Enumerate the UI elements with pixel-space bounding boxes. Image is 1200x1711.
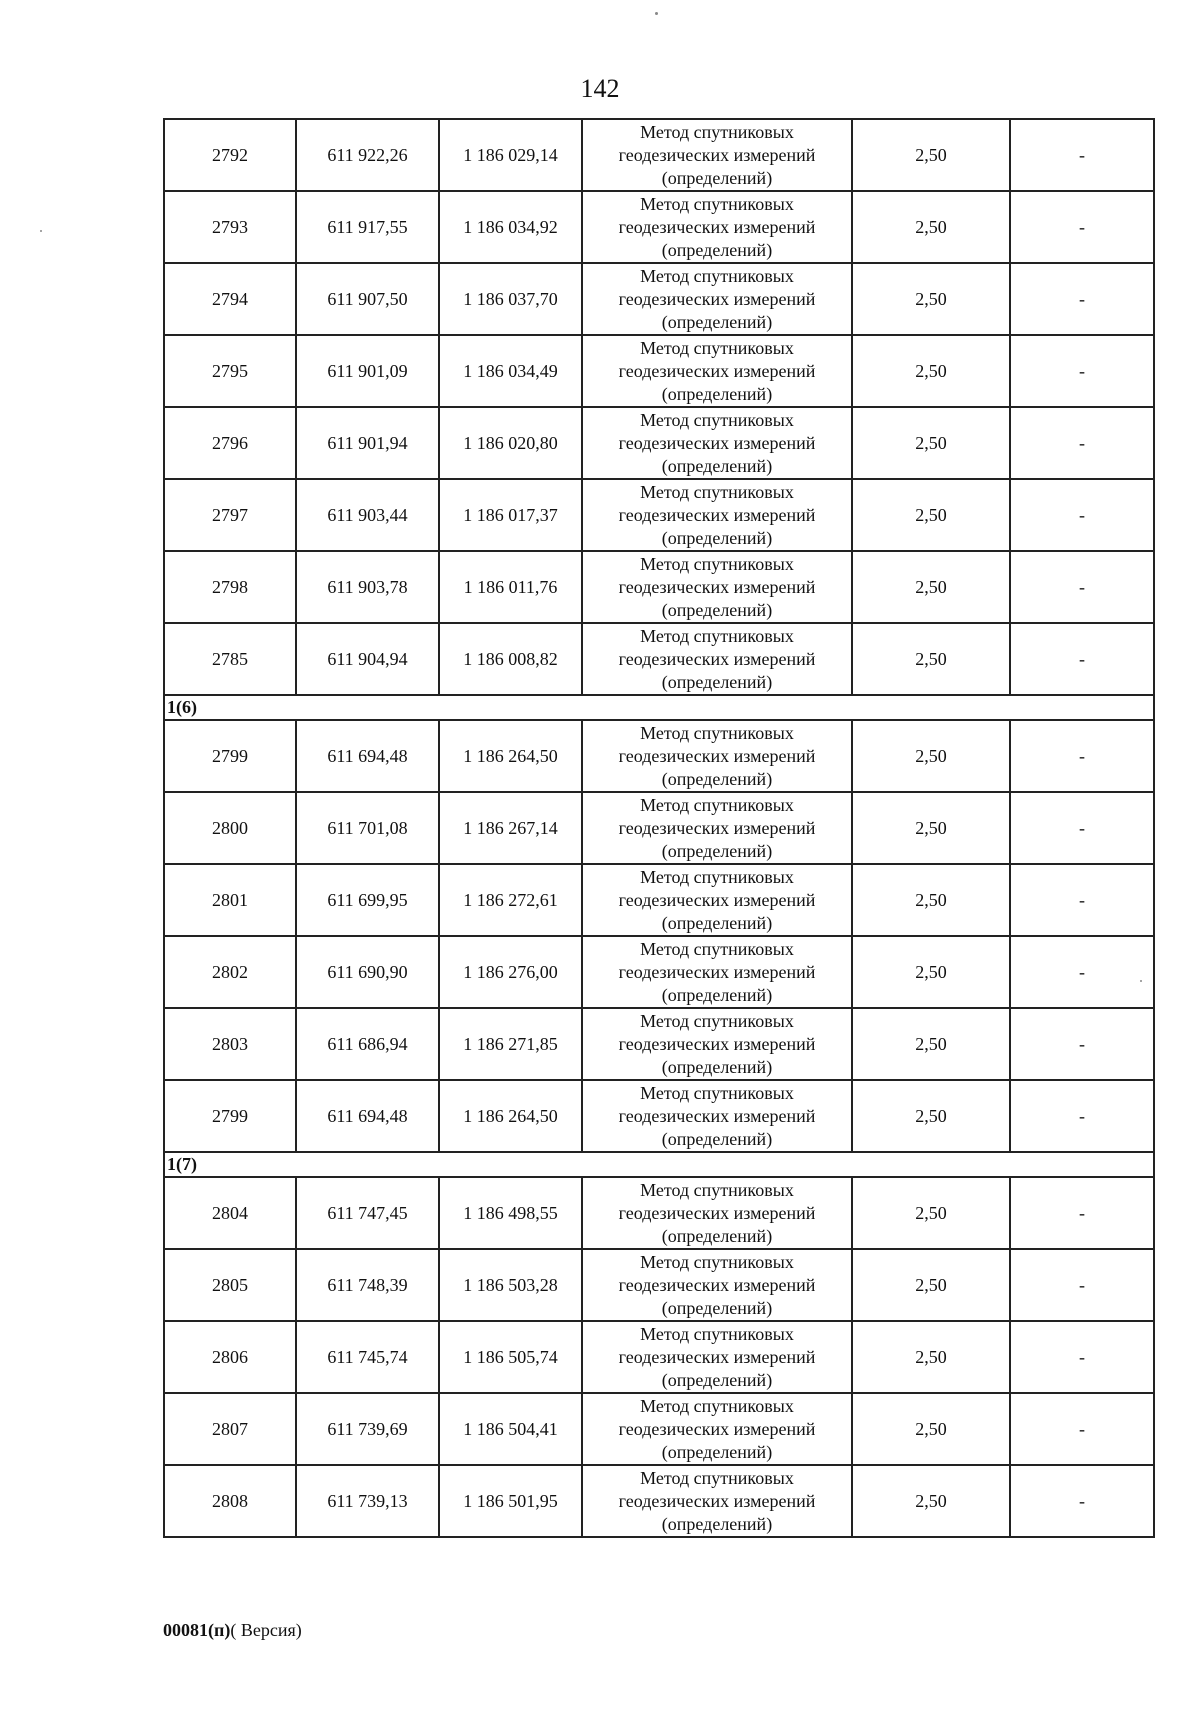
point-id-cell: 2804	[164, 1177, 296, 1249]
accuracy-cell: 2,50	[852, 191, 1010, 263]
method-line: геодезических измерений	[618, 432, 816, 453]
point-id-cell: 2801	[164, 864, 296, 936]
note-cell: -	[1010, 792, 1154, 864]
y-coordinate-cell: 1 186 271,85	[439, 1008, 582, 1080]
table-row	[164, 1249, 1154, 1321]
method-line: геодезических измерений	[618, 576, 816, 597]
x-coordinate-cell: 611 701,08	[296, 792, 439, 864]
table-row	[164, 936, 1154, 1008]
method-line: Метод спутниковых	[640, 1323, 794, 1344]
method-line: (определений)	[661, 167, 773, 188]
method-line: (определений)	[661, 1056, 773, 1077]
method-line: геодезических измерений	[618, 648, 816, 669]
accuracy-cell: 2,50	[852, 623, 1010, 695]
point-id-cell: 2792	[164, 119, 296, 191]
table-row	[164, 1080, 1154, 1152]
point-id-cell: 2805	[164, 1249, 296, 1321]
method-cell	[582, 792, 852, 864]
table-row	[164, 1008, 1154, 1080]
method-cell	[582, 936, 852, 1008]
accuracy-cell: 2,50	[852, 551, 1010, 623]
note-cell: -	[1010, 936, 1154, 1008]
point-id-cell: 2793	[164, 191, 296, 263]
method-line: (определений)	[661, 671, 773, 692]
method-line: (определений)	[661, 239, 773, 260]
method-line: Метод спутниковых	[640, 794, 794, 815]
table-row	[164, 479, 1154, 551]
y-coordinate-cell: 1 186 020,80	[439, 407, 582, 479]
method-line: геодезических измерений	[618, 1274, 816, 1295]
method-cell	[582, 407, 852, 479]
method-line: (определений)	[661, 1128, 773, 1149]
note-cell: -	[1010, 864, 1154, 936]
table-row	[164, 1465, 1154, 1537]
method-line: геодезических измерений	[618, 1418, 816, 1439]
method-line: геодезических измерений	[618, 1490, 816, 1511]
method-line: геодезических измерений	[618, 288, 816, 309]
y-coordinate-cell: 1 186 011,76	[439, 551, 582, 623]
accuracy-cell: 2,50	[852, 936, 1010, 1008]
table-row	[164, 792, 1154, 864]
note-cell: -	[1010, 623, 1154, 695]
note-cell: -	[1010, 191, 1154, 263]
accuracy-cell: 2,50	[852, 792, 1010, 864]
method-line: Метод спутниковых	[640, 265, 794, 286]
y-coordinate-cell: 1 186 276,00	[439, 936, 582, 1008]
accuracy-cell: 2,50	[852, 1321, 1010, 1393]
method-line: (определений)	[661, 1513, 773, 1534]
note-cell: -	[1010, 1321, 1154, 1393]
x-coordinate-cell: 611 903,78	[296, 551, 439, 623]
note-cell: -	[1010, 1008, 1154, 1080]
x-coordinate-cell: 611 699,95	[296, 864, 439, 936]
y-coordinate-cell: 1 186 264,50	[439, 1080, 582, 1152]
accuracy-cell: 2,50	[852, 119, 1010, 191]
x-coordinate-cell: 611 903,44	[296, 479, 439, 551]
accuracy-cell: 2,50	[852, 1249, 1010, 1321]
y-coordinate-cell: 1 186 267,14	[439, 792, 582, 864]
method-cell	[582, 1393, 852, 1465]
note-cell: -	[1010, 407, 1154, 479]
method-line: (определений)	[661, 527, 773, 548]
method-cell	[582, 119, 852, 191]
note-cell: -	[1010, 1080, 1154, 1152]
method-line: Метод спутниковых	[640, 481, 794, 502]
point-id-cell: 2800	[164, 792, 296, 864]
method-line: (определений)	[661, 912, 773, 933]
method-line: (определений)	[661, 383, 773, 404]
method-line: геодезических измерений	[618, 504, 816, 525]
method-line: геодезических измерений	[618, 817, 816, 838]
note-cell: -	[1010, 119, 1154, 191]
y-coordinate-cell: 1 186 504,41	[439, 1393, 582, 1465]
method-line: Метод спутниковых	[640, 121, 794, 142]
method-line: Метод спутниковых	[640, 866, 794, 887]
x-coordinate-cell: 611 907,50	[296, 263, 439, 335]
method-cell	[582, 1249, 852, 1321]
table-row	[164, 623, 1154, 695]
scan-speck	[40, 230, 42, 232]
method-line: (определений)	[661, 1441, 773, 1462]
note-cell: -	[1010, 720, 1154, 792]
group-label: 1(7)	[164, 1152, 1154, 1177]
point-id-cell: 2798	[164, 551, 296, 623]
x-coordinate-cell: 611 739,69	[296, 1393, 439, 1465]
table-row	[164, 1321, 1154, 1393]
method-line: геодезических измерений	[618, 216, 816, 237]
accuracy-cell: 2,50	[852, 335, 1010, 407]
y-coordinate-cell: 1 186 503,28	[439, 1249, 582, 1321]
method-line: Метод спутниковых	[640, 625, 794, 646]
y-coordinate-cell: 1 186 029,14	[439, 119, 582, 191]
method-line: Метод спутниковых	[640, 1467, 794, 1488]
note-cell: -	[1010, 263, 1154, 335]
method-line: Метод спутниковых	[640, 722, 794, 743]
method-line: геодезических измерений	[618, 889, 816, 910]
x-coordinate-cell: 611 690,90	[296, 936, 439, 1008]
method-line: Метод спутниковых	[640, 1082, 794, 1103]
y-coordinate-cell: 1 186 034,92	[439, 191, 582, 263]
method-line: (определений)	[661, 1369, 773, 1390]
point-id-cell: 2802	[164, 936, 296, 1008]
method-line: (определений)	[661, 599, 773, 620]
method-line: геодезических измерений	[618, 745, 816, 766]
method-line: геодезических измерений	[618, 1033, 816, 1054]
x-coordinate-cell: 611 748,39	[296, 1249, 439, 1321]
y-coordinate-cell: 1 186 008,82	[439, 623, 582, 695]
point-id-cell: 2807	[164, 1393, 296, 1465]
point-id-cell: 2794	[164, 263, 296, 335]
x-coordinate-cell: 611 694,48	[296, 1080, 439, 1152]
method-line: Метод спутниковых	[640, 409, 794, 430]
table-row	[164, 335, 1154, 407]
method-line: геодезических измерений	[618, 360, 816, 381]
accuracy-cell: 2,50	[852, 864, 1010, 936]
document-version: ( Версия)	[230, 1620, 302, 1640]
document-code	[163, 1620, 302, 1641]
y-coordinate-cell: 1 186 272,61	[439, 864, 582, 936]
method-cell	[582, 864, 852, 936]
note-cell: -	[1010, 551, 1154, 623]
accuracy-cell: 2,50	[852, 1080, 1010, 1152]
method-cell	[582, 720, 852, 792]
scan-speck	[655, 12, 658, 15]
x-coordinate-cell: 611 922,26	[296, 119, 439, 191]
method-cell	[582, 1080, 852, 1152]
table-row	[164, 263, 1154, 335]
document-code-number: 00081(п)	[163, 1620, 231, 1640]
method-line: геодезических измерений	[618, 1202, 816, 1223]
x-coordinate-cell: 611 747,45	[296, 1177, 439, 1249]
point-id-cell: 2799	[164, 720, 296, 792]
x-coordinate-cell: 611 904,94	[296, 623, 439, 695]
point-id-cell: 2803	[164, 1008, 296, 1080]
method-cell	[582, 1177, 852, 1249]
accuracy-cell: 2,50	[852, 479, 1010, 551]
scan-speck	[1140, 980, 1142, 982]
table-row	[164, 191, 1154, 263]
y-coordinate-cell: 1 186 501,95	[439, 1465, 582, 1537]
group-header-row	[164, 1152, 1154, 1177]
point-id-cell: 2785	[164, 623, 296, 695]
accuracy-cell: 2,50	[852, 263, 1010, 335]
accuracy-cell: 2,50	[852, 720, 1010, 792]
method-cell	[582, 263, 852, 335]
point-id-cell: 2806	[164, 1321, 296, 1393]
coordinates-table-body	[164, 119, 1154, 1537]
table-row	[164, 407, 1154, 479]
y-coordinate-cell: 1 186 034,49	[439, 335, 582, 407]
table-row	[164, 864, 1154, 936]
method-line: Метод спутниковых	[640, 938, 794, 959]
method-cell	[582, 335, 852, 407]
accuracy-cell: 2,50	[852, 1393, 1010, 1465]
method-cell	[582, 1321, 852, 1393]
point-id-cell: 2796	[164, 407, 296, 479]
note-cell: -	[1010, 479, 1154, 551]
table-row	[164, 119, 1154, 191]
method-line: (определений)	[661, 311, 773, 332]
group-header-row	[164, 695, 1154, 720]
note-cell: -	[1010, 1249, 1154, 1321]
page-number: 142	[580, 74, 620, 103]
group-label: 1(6)	[164, 695, 1154, 720]
method-line: геодезических измерений	[618, 1105, 816, 1126]
method-line: (определений)	[661, 1297, 773, 1318]
accuracy-cell: 2,50	[852, 407, 1010, 479]
note-cell: -	[1010, 1465, 1154, 1537]
method-cell	[582, 623, 852, 695]
method-line: Метод спутниковых	[640, 1395, 794, 1416]
note-cell: -	[1010, 335, 1154, 407]
method-line: (определений)	[661, 840, 773, 861]
method-line: Метод спутниковых	[640, 553, 794, 574]
coordinates-table	[163, 118, 1155, 1538]
note-cell: -	[1010, 1393, 1154, 1465]
x-coordinate-cell: 611 694,48	[296, 720, 439, 792]
method-line: (определений)	[661, 1225, 773, 1246]
method-line: (определений)	[661, 455, 773, 476]
point-id-cell: 2799	[164, 1080, 296, 1152]
method-line: Метод спутниковых	[640, 1010, 794, 1031]
y-coordinate-cell: 1 186 264,50	[439, 720, 582, 792]
accuracy-cell: 2,50	[852, 1465, 1010, 1537]
method-cell	[582, 551, 852, 623]
method-line: Метод спутниковых	[640, 1179, 794, 1200]
method-line: геодезических измерений	[618, 144, 816, 165]
method-line: (определений)	[661, 984, 773, 1005]
x-coordinate-cell: 611 745,74	[296, 1321, 439, 1393]
point-id-cell: 2808	[164, 1465, 296, 1537]
method-cell	[582, 1008, 852, 1080]
method-cell	[582, 191, 852, 263]
x-coordinate-cell: 611 917,55	[296, 191, 439, 263]
table-row	[164, 551, 1154, 623]
method-line: геодезических измерений	[618, 961, 816, 982]
method-line: (определений)	[661, 768, 773, 789]
point-id-cell: 2797	[164, 479, 296, 551]
x-coordinate-cell: 611 739,13	[296, 1465, 439, 1537]
point-id-cell: 2795	[164, 335, 296, 407]
method-cell	[582, 479, 852, 551]
y-coordinate-cell: 1 186 017,37	[439, 479, 582, 551]
accuracy-cell: 2,50	[852, 1008, 1010, 1080]
x-coordinate-cell: 611 686,94	[296, 1008, 439, 1080]
method-line: Метод спутниковых	[640, 193, 794, 214]
table-row	[164, 1393, 1154, 1465]
note-cell: -	[1010, 1177, 1154, 1249]
y-coordinate-cell: 1 186 505,74	[439, 1321, 582, 1393]
table-row	[164, 720, 1154, 792]
accuracy-cell: 2,50	[852, 1177, 1010, 1249]
x-coordinate-cell: 611 901,09	[296, 335, 439, 407]
method-line: геодезических измерений	[618, 1346, 816, 1367]
x-coordinate-cell: 611 901,94	[296, 407, 439, 479]
y-coordinate-cell: 1 186 498,55	[439, 1177, 582, 1249]
y-coordinate-cell: 1 186 037,70	[439, 263, 582, 335]
method-cell	[582, 1465, 852, 1537]
method-line: Метод спутниковых	[640, 1251, 794, 1272]
method-line: Метод спутниковых	[640, 337, 794, 358]
table-row	[164, 1177, 1154, 1249]
